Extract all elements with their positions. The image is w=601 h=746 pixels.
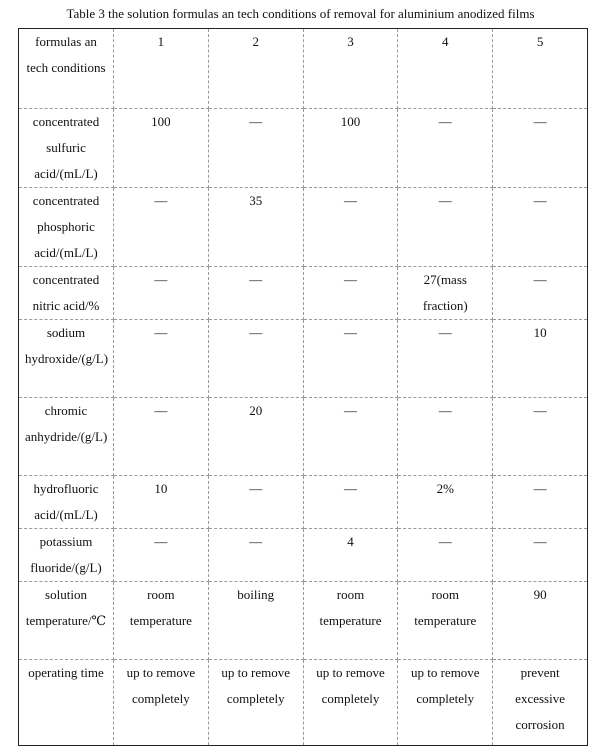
cell-value: — xyxy=(154,325,168,340)
value-cell xyxy=(208,582,303,660)
value-cell xyxy=(114,320,209,398)
cell-value: 3 xyxy=(347,34,354,49)
cell-value: up to remove completely xyxy=(410,665,480,706)
row-label: concentrated phosphoric acid/(mL/L) xyxy=(32,193,100,260)
value-cell xyxy=(493,320,588,398)
value-cell xyxy=(398,476,493,529)
cell-value: — xyxy=(249,272,263,287)
cell-value: 35 xyxy=(249,193,263,208)
value-cell xyxy=(114,398,209,476)
cell-value: — xyxy=(438,325,452,340)
value-cell xyxy=(493,529,588,582)
cell-value: — xyxy=(438,403,452,418)
value-cell xyxy=(398,188,493,267)
table-row xyxy=(19,267,588,320)
value-cell xyxy=(114,529,209,582)
row-label: sodium hydroxide/(g/L) xyxy=(25,325,109,366)
value-cell xyxy=(493,398,588,476)
value-cell xyxy=(208,398,303,476)
value-cell xyxy=(303,660,398,746)
cell-value: 1 xyxy=(157,34,165,49)
value-cell xyxy=(398,109,493,188)
header-label-cell xyxy=(19,29,114,109)
cell-value: — xyxy=(533,403,547,418)
row-label-cell xyxy=(19,320,114,398)
cell-value: 4 xyxy=(347,534,354,549)
value-cell xyxy=(114,267,209,320)
row-label-cell xyxy=(19,188,114,267)
value-cell xyxy=(398,267,493,320)
row-label-cell xyxy=(19,529,114,582)
cell-value: — xyxy=(249,534,263,549)
cell-value: 100 xyxy=(151,114,171,129)
value-cell xyxy=(208,320,303,398)
row-label-cell xyxy=(19,582,114,660)
value-cell xyxy=(208,529,303,582)
value-cell xyxy=(493,660,588,746)
row-label-cell xyxy=(19,398,114,476)
row-label: operating time xyxy=(28,665,104,680)
formula-number-cell xyxy=(398,29,493,109)
cell-value: room temperature xyxy=(319,587,382,628)
cell-value: 2 xyxy=(252,34,259,49)
value-cell xyxy=(303,267,398,320)
cell-value: — xyxy=(154,403,168,418)
formula-number-cell xyxy=(303,29,398,109)
value-cell xyxy=(398,398,493,476)
formula-number-cell xyxy=(114,29,209,109)
cell-value: — xyxy=(343,403,357,418)
cell-value: — xyxy=(154,193,168,208)
cell-value: — xyxy=(154,272,168,287)
row-label-cell xyxy=(19,267,114,320)
value-cell xyxy=(303,476,398,529)
value-cell xyxy=(493,188,588,267)
row-label-cell xyxy=(19,660,114,746)
cell-value: room temperature xyxy=(129,587,192,628)
value-cell xyxy=(303,529,398,582)
cell-value: 2% xyxy=(436,481,454,496)
value-cell xyxy=(208,109,303,188)
cell-value: up to remove completely xyxy=(126,665,196,706)
value-cell xyxy=(303,320,398,398)
value-cell xyxy=(398,529,493,582)
value-cell xyxy=(493,109,588,188)
cell-value: 20 xyxy=(249,403,263,418)
table-row xyxy=(19,660,588,746)
cell-value: — xyxy=(438,114,452,129)
cell-value: — xyxy=(533,534,547,549)
row-label: potassium fluoride/(g/L) xyxy=(30,534,102,575)
cell-value: — xyxy=(249,325,263,340)
cell-value: room temperature xyxy=(414,587,477,628)
value-cell xyxy=(303,398,398,476)
cell-value: 5 xyxy=(536,34,544,49)
value-cell xyxy=(208,267,303,320)
row-label: solution temperature/℃ xyxy=(25,587,107,628)
cell-value: up to remove completely xyxy=(221,665,290,706)
value-cell xyxy=(114,476,209,529)
value-cell xyxy=(114,582,209,660)
table-row xyxy=(19,109,588,188)
cell-value: — xyxy=(343,193,357,208)
value-cell xyxy=(208,188,303,267)
header-row xyxy=(19,29,588,109)
cell-value: — xyxy=(343,325,357,340)
cell-value: 10 xyxy=(533,325,547,340)
cell-value: — xyxy=(533,114,547,129)
cell-value: — xyxy=(438,534,452,549)
cell-value: — xyxy=(154,534,168,549)
formula-number-cell xyxy=(208,29,303,109)
value-cell xyxy=(398,660,493,746)
row-label: hydrofluoric acid/(mL/L) xyxy=(33,481,99,522)
value-cell xyxy=(114,109,209,188)
table-row xyxy=(19,529,588,582)
cell-value: — xyxy=(343,481,357,496)
cell-value: — xyxy=(533,193,547,208)
value-cell xyxy=(303,109,398,188)
cell-value: — xyxy=(533,481,547,496)
cell-value: — xyxy=(533,272,547,287)
table-row xyxy=(19,188,588,267)
value-cell xyxy=(303,188,398,267)
cell-value: up to remove completely xyxy=(316,665,385,706)
value-cell xyxy=(114,188,209,267)
table-row xyxy=(19,582,588,660)
value-cell xyxy=(493,476,588,529)
cell-value: prevent excessive corrosion xyxy=(515,665,565,732)
value-cell xyxy=(114,660,209,746)
row-label: chromic anhydride/(g/L) xyxy=(25,403,108,444)
cell-value: 27(mass fraction) xyxy=(422,272,468,313)
cell-value: 100 xyxy=(340,114,361,129)
cell-value: boiling xyxy=(237,587,275,602)
row-label-cell xyxy=(19,109,114,188)
cell-value: 4 xyxy=(442,34,449,49)
row-label: concentrated nitric acid/% xyxy=(32,272,100,313)
table-row xyxy=(19,476,588,529)
removal-conditions-table xyxy=(18,28,588,746)
cell-value: — xyxy=(249,114,263,129)
value-cell xyxy=(493,267,588,320)
cell-value: — xyxy=(438,193,452,208)
cell-value: — xyxy=(249,481,263,496)
row-label-cell xyxy=(19,476,114,529)
value-cell xyxy=(493,582,588,660)
value-cell xyxy=(303,582,398,660)
table-row xyxy=(19,320,588,398)
row-label: concentrated sulfuric acid/(mL/L) xyxy=(32,114,100,181)
value-cell xyxy=(208,476,303,529)
cell-value: — xyxy=(343,272,357,287)
cell-value: 10 xyxy=(154,481,168,496)
row-label: formulas an tech conditions xyxy=(26,34,106,75)
cell-value: 90 xyxy=(533,587,547,602)
table-row xyxy=(19,398,588,476)
value-cell xyxy=(208,660,303,746)
value-cell xyxy=(398,320,493,398)
table-caption: Table 3 the solution formulas an tech conditions of removal for aluminium anodized films xyxy=(66,6,535,21)
value-cell xyxy=(398,582,493,660)
formula-number-cell xyxy=(493,29,588,109)
